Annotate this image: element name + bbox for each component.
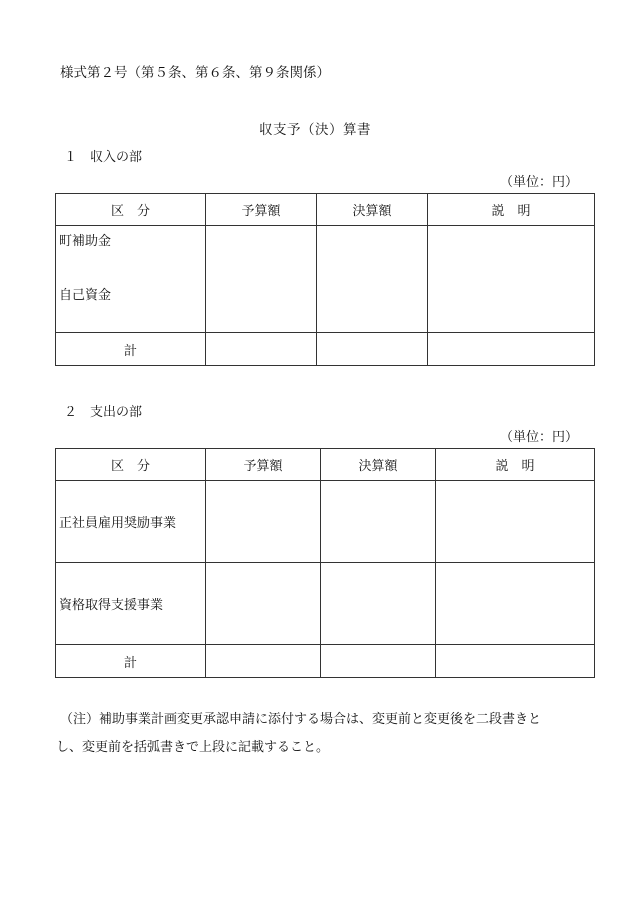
form-number: 様式第２号（第５条、第６条、第９条関係） xyxy=(60,65,330,81)
income-header-row xyxy=(56,194,595,226)
total-description-cell[interactable] xyxy=(428,333,595,366)
footnote-line-2: し、変更前を括弧書きで上段に記載すること。 xyxy=(56,740,330,755)
expense-row xyxy=(56,481,595,563)
total-budget-cell[interactable] xyxy=(206,645,321,678)
settlement-amount-cell[interactable] xyxy=(317,226,428,333)
footnote xyxy=(56,706,595,762)
income-total-row xyxy=(56,333,595,366)
total-label: 計 xyxy=(56,645,206,678)
header-category: 区 分 xyxy=(56,449,206,481)
total-settlement-cell[interactable] xyxy=(317,333,428,366)
header-description: 説 明 xyxy=(428,194,595,226)
expense-row xyxy=(56,563,595,645)
expense-unit-label: （単位：円） xyxy=(499,430,578,445)
total-description-cell[interactable] xyxy=(436,645,595,678)
header-budget: 予算額 xyxy=(206,194,317,226)
income-items-cell xyxy=(56,226,206,333)
header-settlement: 決算額 xyxy=(321,449,436,481)
expense-item: 正社員雇用奨励事業 xyxy=(56,481,206,563)
budget-amount-cell[interactable] xyxy=(206,563,321,645)
description-cell[interactable] xyxy=(436,481,595,563)
income-items-row xyxy=(56,226,595,333)
description-cell[interactable] xyxy=(428,226,595,333)
footnote-line-1: （注）補助事業計画変更承認申請に添付する場合は、変更前と変更後を二段書きと xyxy=(60,712,542,727)
budget-amount-cell[interactable] xyxy=(206,226,317,333)
header-category: 区 分 xyxy=(56,194,206,226)
income-item: 町補助金 xyxy=(59,234,112,249)
total-settlement-cell[interactable] xyxy=(321,645,436,678)
description-cell[interactable] xyxy=(436,563,595,645)
settlement-amount-cell[interactable] xyxy=(321,563,436,645)
total-budget-cell[interactable] xyxy=(206,333,317,366)
expense-header-row xyxy=(56,449,595,481)
expense-item: 資格取得支援事業 xyxy=(56,563,206,645)
header-settlement: 決算額 xyxy=(317,194,428,226)
header-description: 説 明 xyxy=(436,449,595,481)
expense-table xyxy=(55,448,595,678)
settlement-amount-cell[interactable] xyxy=(321,481,436,563)
income-unit-label: （単位：円） xyxy=(499,175,578,190)
header-budget: 予算額 xyxy=(206,449,321,481)
expense-section-heading: ２ 支出の部 xyxy=(64,405,143,420)
income-section-heading: １ 収入の部 xyxy=(64,150,143,165)
income-item: 自己資金 xyxy=(59,288,112,303)
expense-total-row xyxy=(56,645,595,678)
document-title: 収支予（決）算書 xyxy=(259,122,371,138)
total-label: 計 xyxy=(56,333,206,366)
income-table xyxy=(55,193,595,366)
budget-amount-cell[interactable] xyxy=(206,481,321,563)
